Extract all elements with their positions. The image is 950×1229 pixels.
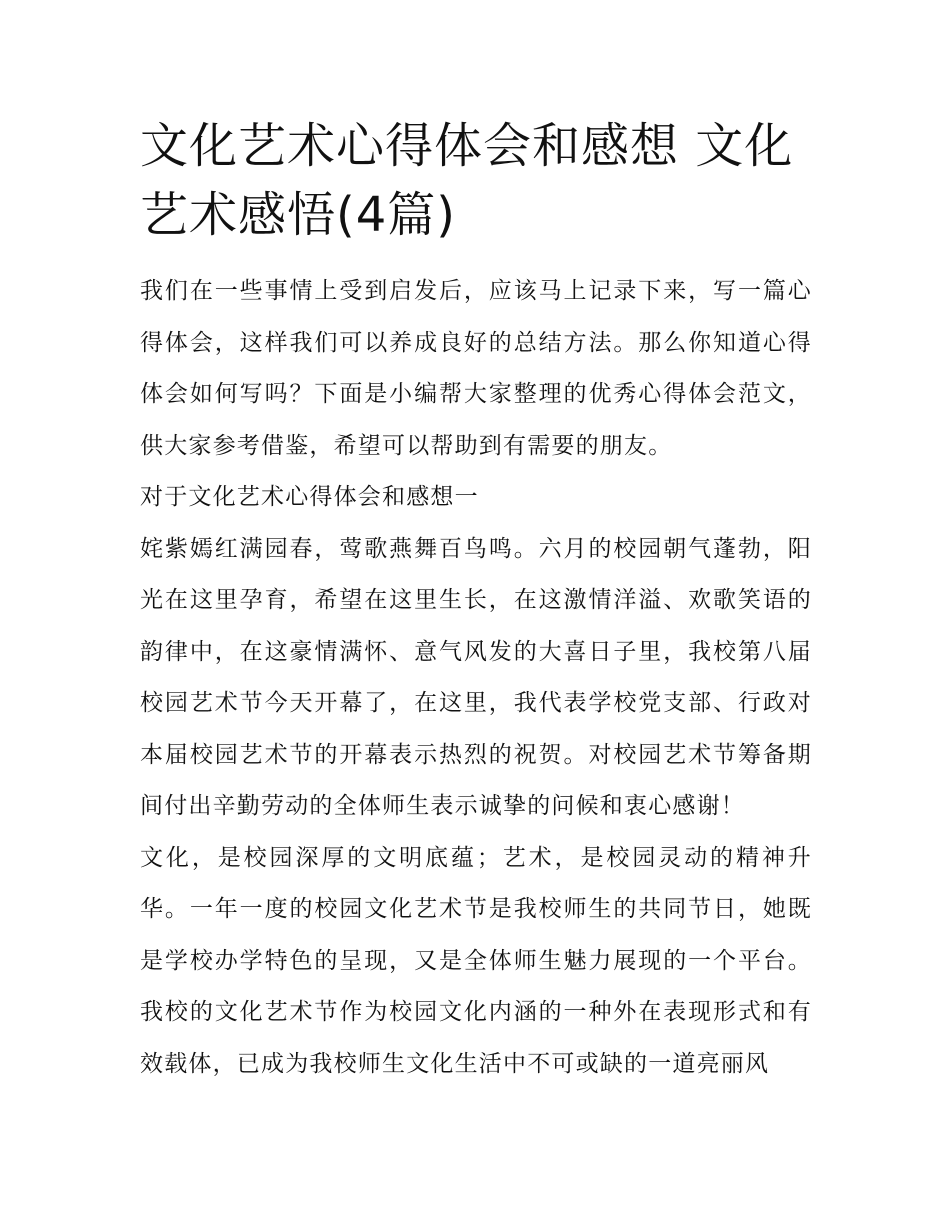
intro-paragraph: 我们在一些事情上受到启发后，应该马上记录下来，写一篇心得体会，这样我们可以养成良好的总结方法。那么你知道心得体会如何写吗？下面是小编帮大家整理的优秀心得体会范文，供大家参考借鉴，希望可以帮助到有需要的朋友。 xyxy=(140,278,812,459)
body-paragraph: 文化，是校园深厚的文明底蕴；艺术，是校园灵动的精神升华。一年一度的校园文化艺术节是我校师生的共同节日，她既是学校办学特色的呈现，又是全体师生魅力展现的一个平台。我校的文化艺术节作为校园文化内涵的一种外在表现形式和有效载体，已成为我校师生文化生活中不可或缺的一道亮丽风 xyxy=(140,844,812,1077)
document-title: 文化艺术心得体会和感想 文化艺术感悟(4篇) xyxy=(140,118,794,243)
document-page xyxy=(140,112,812,1090)
section-heading: 对于文化艺术心得体会和感想一 xyxy=(140,484,479,510)
body-paragraph: 姹紫嫣红满园春，莺歌燕舞百鸟鸣。六月的校园朝气蓬勃，阳光在这里孕育，希望在这里生长，在这激情洋溢、欢歌笑语的韵律中，在这豪情满怀、意气风发的大喜日子里，我校第八届校园艺术节今天开幕了，在这里，我代表学校党支部、行政对本届校园艺术节的开幕表示热烈的祝贺。对校园艺术节筹备期间付出辛勤劳动的全体师生表示诚挚的问候和衷心感谢！ xyxy=(140,535,812,819)
